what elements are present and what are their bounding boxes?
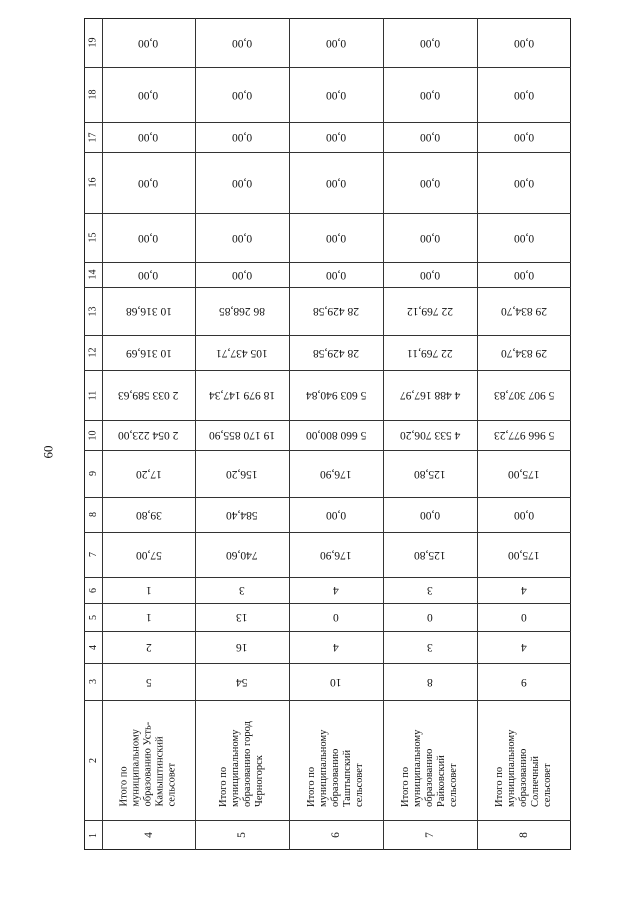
table-cell [383,213,477,262]
table-cell-text: 5 [145,675,152,688]
municipality-name [383,700,477,820]
row-index [289,820,383,850]
table-cell [477,18,571,67]
column-number-header-text: 14 [87,269,99,280]
column-number-header-text: 5 [87,614,99,620]
column-number-header [84,497,102,532]
table-cell-text: 0 [521,611,527,623]
table-cell-text: 18 979 147,34 [208,389,276,401]
table-cell-text: 0,00 [513,508,535,521]
column-number-header [84,262,102,287]
column-number-header [84,603,102,631]
table-cell [102,18,195,67]
table-cell-text: 54 [236,675,248,688]
column-number-header [84,152,102,213]
table-cell [477,370,571,420]
table-cell-text: 0,00 [138,231,159,244]
table-cell-text: 5 660 800,00 [305,429,367,441]
table-cell-text: 0,00 [325,268,347,281]
column-number-header-text: 2 [87,757,99,763]
table-cell-text: 0,00 [419,88,441,101]
column-number-header-text: 10 [87,430,99,440]
table-cell-text: 0,00 [513,36,535,49]
table-cell-text: 28 429,58 [313,305,359,317]
table-cell [195,213,289,262]
column-number-header-text: 3 [87,679,99,684]
municipality-name-text: Итого по муниципальному образованию Райковский сельсовет [400,729,459,807]
municipality-name [289,700,383,820]
column-number-header-text: 16 [87,177,99,188]
table-cell [195,262,289,287]
table-cell-text: 0,00 [325,508,347,521]
table-cell [102,450,195,497]
table-cell-text: 0,00 [419,176,441,189]
table-cell-text: 0,00 [325,88,347,101]
table-cell [383,287,477,335]
table-cell [195,287,289,335]
table-cell [102,603,195,631]
table-cell [102,497,195,532]
table-cell [477,663,571,700]
table-cell-text: 39,80 [135,508,162,521]
table-cell-text: 19 170 855,90 [208,429,276,441]
column-number-header [84,820,102,850]
table-cell [195,663,289,700]
table-cell-text: 740,60 [226,548,258,561]
table-cell [195,577,289,603]
table-cell [289,420,383,450]
table-cell-text: 0,00 [138,131,159,143]
table-cell [289,577,383,603]
column-number-header [84,700,102,820]
table-cell [383,420,477,450]
column-number-header-text: 1 [87,832,99,838]
table-cell-text: 0,00 [138,36,159,49]
table-cell-text: 4 533 706,20 [399,429,461,441]
table-cell [289,663,383,700]
table-cell-text: 105 437,71 [216,346,268,359]
column-number-header [84,577,102,603]
table-cell [102,370,195,420]
column-number-header-text: 8 [87,512,99,517]
table-cell-text: 0,00 [231,268,253,281]
table-cell-text: 0,00 [513,176,535,189]
table-cell [383,370,477,420]
table-cell-text: 0,00 [513,268,535,281]
table-cell [289,450,383,497]
column-number-header-text: 12 [87,347,99,358]
table-cell [195,420,289,450]
table-cell-text: 4 [333,584,339,596]
column-number-header [84,67,102,122]
column-number-header-text: 9 [87,471,99,476]
table-cell-text: 0,00 [513,131,535,143]
table-cell [195,122,289,152]
column-number-header-text: 17 [87,132,99,142]
table-cell [383,262,477,287]
table-cell-text: 0,00 [513,88,535,101]
table-cell-text: 8 [427,675,433,688]
column-number-header-text: 18 [87,89,99,100]
table-cell [289,370,383,420]
table-cell [477,122,571,152]
column-number-header-text: 4 [87,644,99,650]
column-number-header [84,370,102,420]
table-cell [289,335,383,370]
table-cell-text: 0,00 [419,36,441,49]
column-number-header-text: 15 [87,232,99,243]
table-cell-text: 3 [239,584,245,596]
table-cell-text: 0,00 [138,268,159,281]
table-cell-text: 175,00 [508,467,540,480]
table-cell-text: 0,00 [138,176,159,189]
table-cell-text: 4 [521,584,527,596]
table-cell-text: 0,00 [325,176,347,189]
row-index-text: 5 [236,832,248,838]
table-cell [195,370,289,420]
table-cell [289,67,383,122]
table-cell-text: 176,90 [320,467,352,480]
table-cell [477,262,571,287]
table-cell-text: 10 [330,675,342,688]
table-cell-text: 1 [145,611,152,623]
table-cell [477,577,571,603]
table-cell-text: 2 [145,641,152,653]
table-cell [102,532,195,577]
municipality-name [102,700,195,820]
table-cell [383,497,477,532]
table-cell-text: 16 [236,641,248,653]
table-cell-text: 0,00 [325,231,347,244]
table-cell [383,450,477,497]
table-cell-text: 17,20 [135,467,162,480]
table-cell [477,497,571,532]
table-cell [102,67,195,122]
column-number-header-text: 11 [87,390,99,400]
row-index-text: 7 [424,832,436,838]
table-cell [195,18,289,67]
table-cell [195,450,289,497]
table-cell [383,603,477,631]
municipality-name [477,700,571,820]
table-cell-text: 0,00 [419,268,441,281]
page-number-text: 60 [40,445,55,459]
table-cell [102,631,195,663]
column-number-header [84,631,102,663]
table-cell [195,497,289,532]
table-cell-text: 0,00 [231,176,253,189]
table-cell-text: 0,00 [231,88,253,101]
table-cell [383,335,477,370]
table-cell [477,603,571,631]
table-cell [477,67,571,122]
column-number-header [84,450,102,497]
table-cell-text: 584,40 [226,508,258,521]
table-cell [195,67,289,122]
table-cell-text: 2 054 223,00 [118,429,179,441]
table-cell-text: 86 268,85 [219,305,265,317]
row-index [195,820,289,850]
table-cell [102,663,195,700]
table-cell-text: 0,00 [231,231,253,244]
table-cell [195,631,289,663]
table-cell [289,631,383,663]
table-cell-text: 3 [427,584,433,596]
table-cell [289,603,383,631]
table-cell-text: 0,00 [419,131,441,143]
table-cell [383,663,477,700]
column-number-header-text: 6 [87,587,99,593]
table-cell-text: 5 603 940,84 [305,389,367,401]
table-cell-text: 29 834,70 [501,305,547,317]
table-cell-text: 10 316,68 [125,305,172,317]
table-cell [383,577,477,603]
table-cell-text: 0 [427,611,433,623]
table-cell [102,122,195,152]
table-cell-text: 57,00 [135,548,162,561]
column-number-header-text: 7 [87,552,99,557]
column-number-header [84,122,102,152]
table-cell-text: 156,20 [226,467,258,480]
table-cell [289,532,383,577]
table-cell-text: 0,00 [419,231,441,244]
table-cell [383,18,477,67]
column-number-header-text: 13 [87,306,99,316]
table-cell [477,213,571,262]
table-cell [102,335,195,370]
table-cell [477,152,571,213]
column-number-header [84,335,102,370]
page-number [38,432,58,472]
column-number-header [84,18,102,67]
table-cell-text: 4 [521,641,527,653]
table-cell-text: 176,90 [320,548,352,561]
column-number-header-text: 19 [87,37,99,48]
table-cell-text: 0,00 [419,508,441,521]
table-cell-text: 2 033 589,63 [118,389,179,401]
row-index-text: 8 [518,832,530,838]
table-cell-text: 29 834,70 [501,346,547,359]
table-cell [102,262,195,287]
table-cell [477,420,571,450]
table-cell [383,152,477,213]
table-cell-text: 0,00 [325,131,347,143]
table-cell-text: 5 907 307,83 [493,389,555,401]
row-index-text: 6 [330,832,342,838]
municipality-name-text: Итого по муниципальному образованию Солнечный сельсовет [494,729,553,807]
row-index [383,820,477,850]
table-cell [102,213,195,262]
column-number-header [84,213,102,262]
table-cell [102,287,195,335]
row-index [477,820,571,850]
table-cell-text: 125,80 [414,548,446,561]
table-cell [195,603,289,631]
table-cell [477,532,571,577]
table-cell [102,420,195,450]
table-cell-text: 0,00 [138,88,159,101]
row-index-text: 4 [142,832,155,838]
table-cell [289,497,383,532]
municipality-name-text: Итого по муниципальному образованию Усть-Камыштинский сельсовет [118,721,178,807]
table-cell-text: 9 [521,675,527,688]
table-cell [477,287,571,335]
row-index [102,820,195,850]
table-cell-text: 4 [333,641,339,653]
municipality-name-text: Итого по муниципальному образованию Таштыпский сельсовет [306,729,365,807]
table-cell [102,577,195,603]
table-cell-text: 0,00 [513,231,535,244]
table-cell [102,152,195,213]
table-cell-text: 4 488 167,97 [399,389,461,401]
table-cell [477,631,571,663]
column-number-header [84,420,102,450]
table-cell-text: 22 769,11 [407,346,453,359]
table-cell [289,152,383,213]
table-cell-text: 0,00 [325,36,347,49]
table-cell [289,287,383,335]
table-cell-text: 175,00 [508,548,540,561]
table-cell [289,262,383,287]
table-cell [477,450,571,497]
municipality-name-text: Итого по муниципальному образованию город Черногорск [218,721,265,807]
table-cell [195,335,289,370]
column-number-header [84,532,102,577]
table-cell-text: 0,00 [231,36,253,49]
table-cell-text: 28 429,58 [313,346,359,359]
table-cell [289,213,383,262]
table-cell [383,631,477,663]
table-cell-text: 1 [145,584,152,596]
column-number-header [84,287,102,335]
table-cell [383,532,477,577]
table-cell-text: 0 [333,611,339,623]
table-cell-text: 22 769,12 [407,305,453,317]
table-cell-text: 10 316,69 [125,346,172,359]
table-cell-text: 3 [427,641,433,653]
table-cell [383,122,477,152]
table-cell [477,335,571,370]
table-cell [195,152,289,213]
municipality-name [195,700,289,820]
table-cell-text: 13 [236,611,248,623]
table-cell [289,122,383,152]
table-cell-text: 0,00 [231,131,253,143]
table-cell [289,18,383,67]
table-cell-text: 125,80 [414,467,446,480]
table-cell-text: 5 966 977,23 [493,429,555,441]
table-cell [383,67,477,122]
table-cell [195,532,289,577]
column-number-header [84,663,102,700]
